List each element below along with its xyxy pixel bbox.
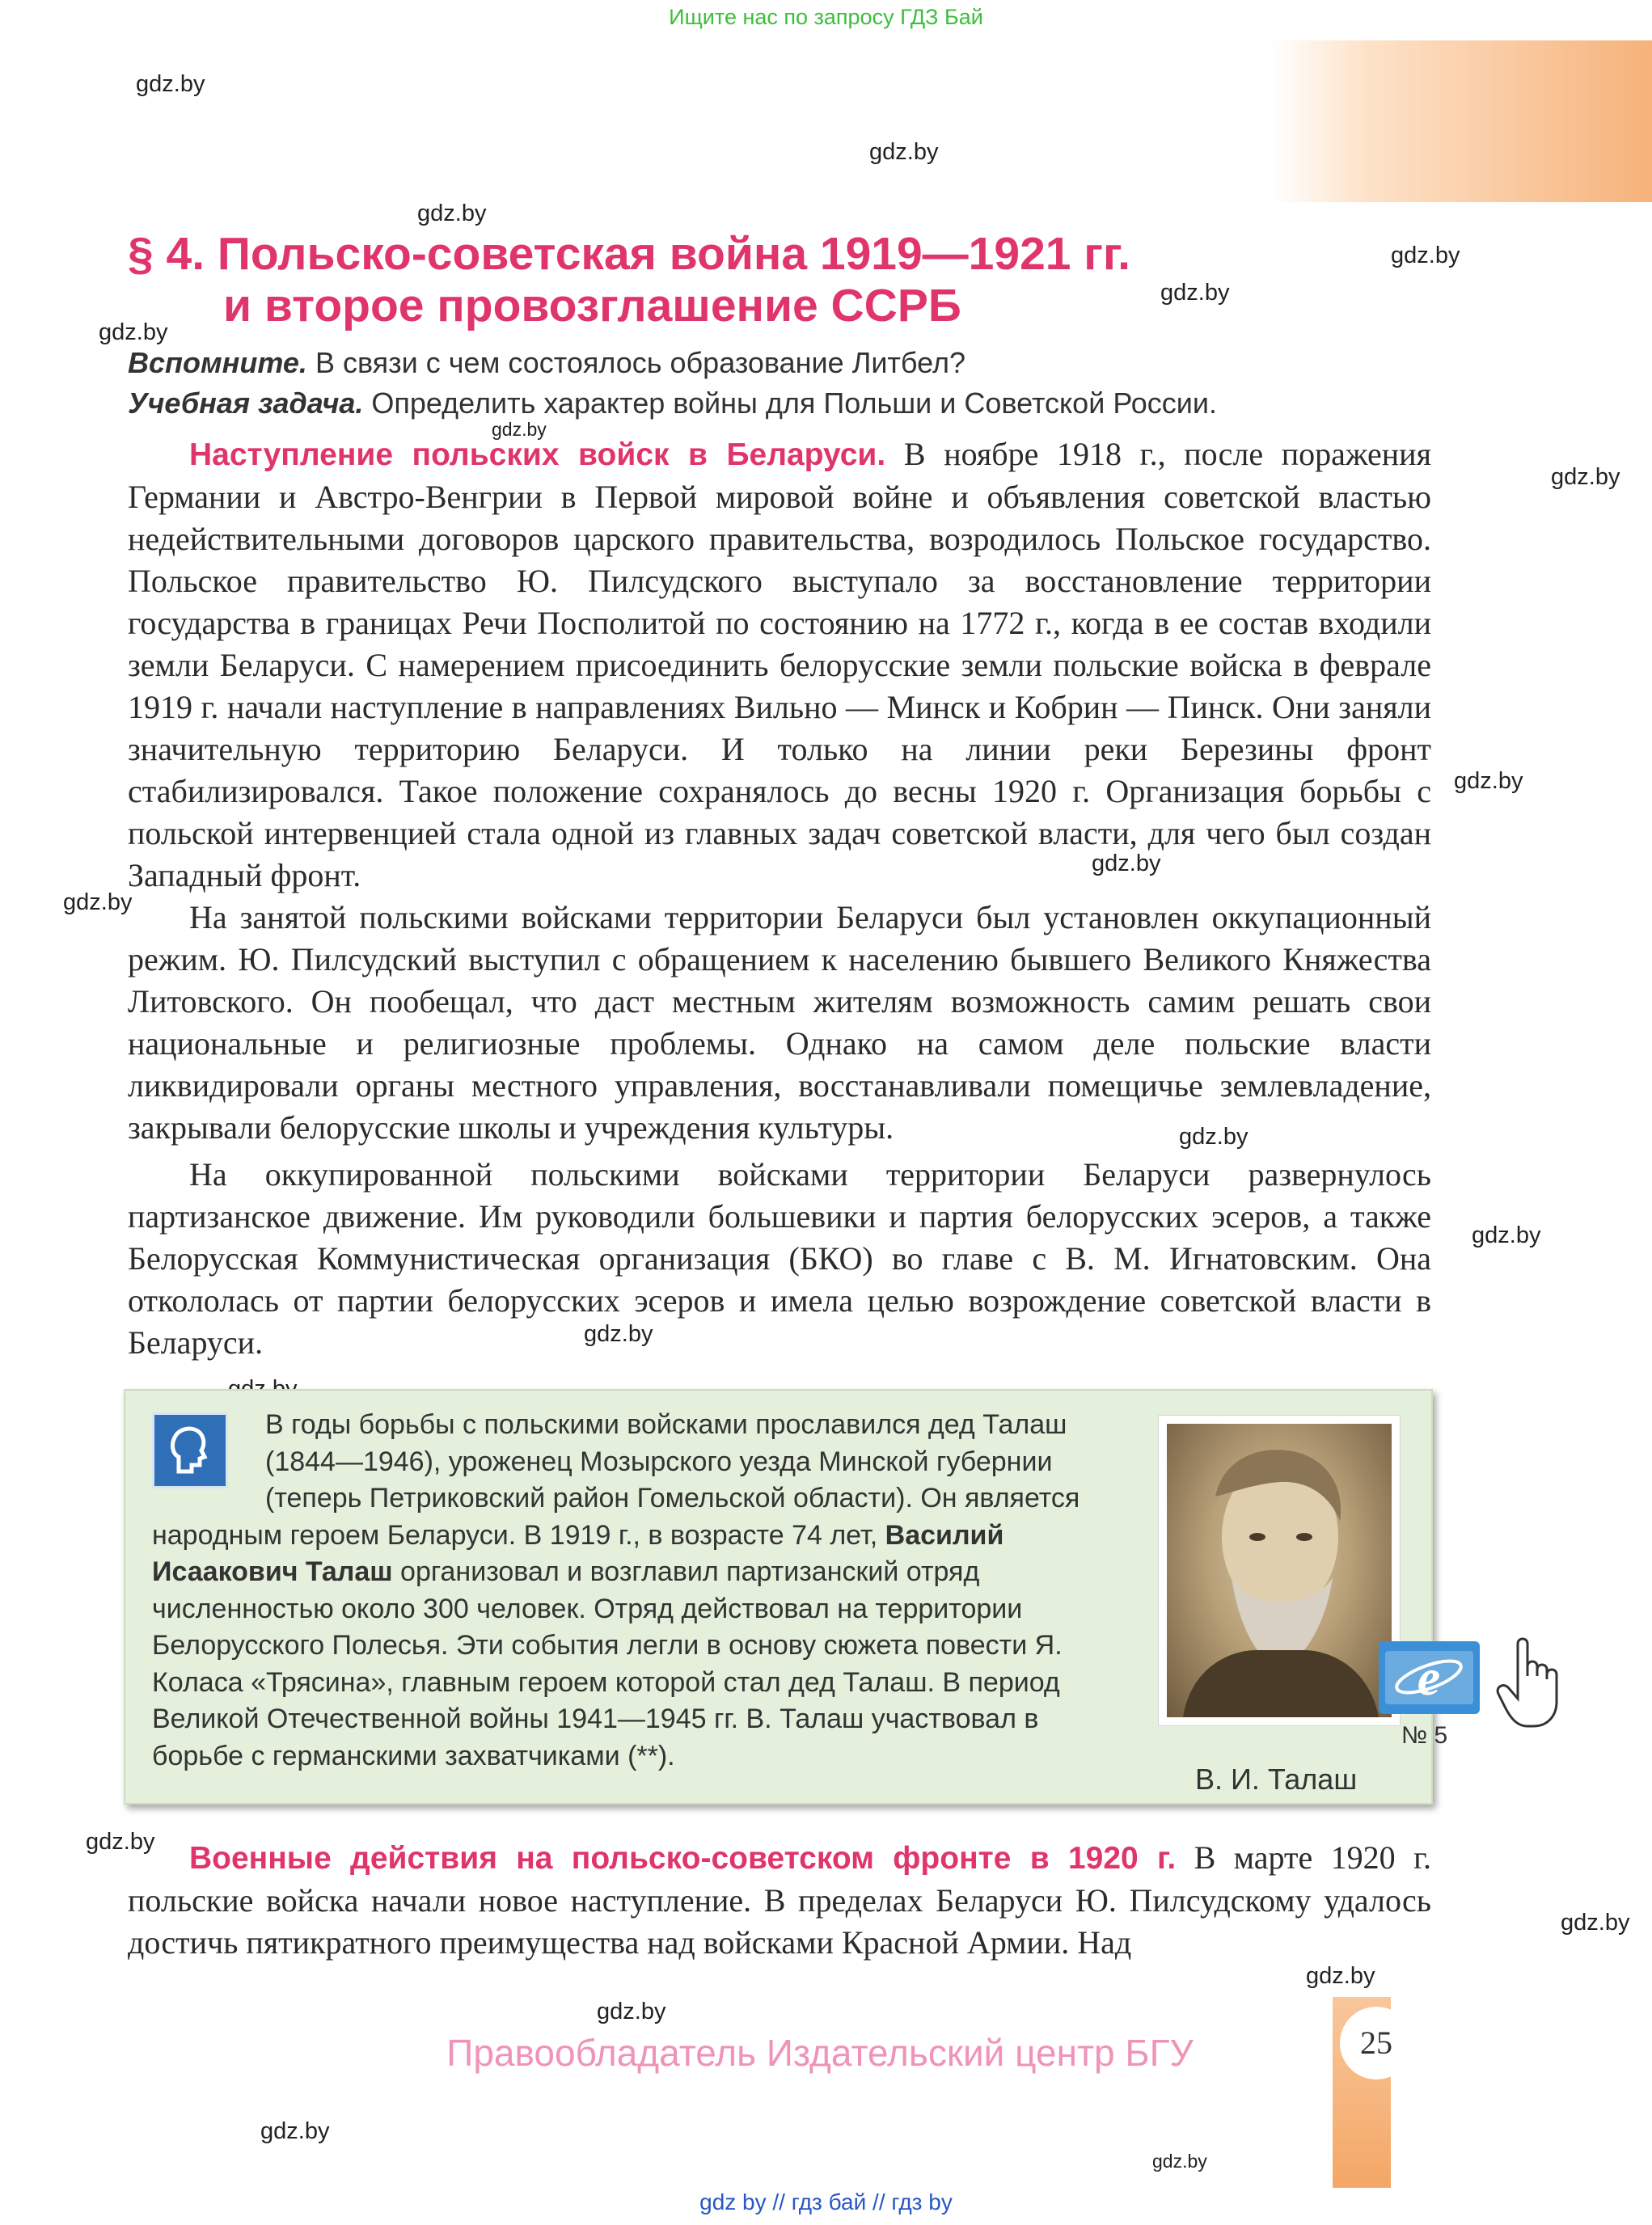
pointer-hand-icon (1492, 1629, 1573, 1730)
title-line-1: § 4. Польско-советская война 1919—1921 гг. (128, 228, 1130, 280)
info-box-text-part-1: В годы борьбы с польскими войсками прославился дед Талаш (1844—1946), уроженец Мозырского уезда Минской губернии (теперь Петриковский район Гомельской области). Он является народным героем Беларуси. В 1919 г., в возрасте 74 лет, (152, 1409, 1080, 1551)
paragraph-text: В марте 1920 г. польские войска начали новое наступление. В пределах Беларуси Ю. Пилсудскому удалось достичь пятикратного преимущества над войсками Красной Армии. Над (128, 1839, 1432, 1961)
watermark: gdz.by (260, 2118, 330, 2144)
section-1-heading: Наступление польских войск в Беларуси. (189, 437, 886, 472)
watermark: gdz.by (1306, 1963, 1375, 1989)
ebook-number: № 5 (1401, 1722, 1448, 1749)
footer-links[interactable]: gdz by // гдз бай // гдз by (699, 2189, 953, 2214)
page-title (128, 228, 1195, 331)
top-banner[interactable]: Ищите нас по запросу ГДЗ Бай (669, 5, 983, 29)
remember-label: Вспомните. (128, 346, 307, 379)
portrait-caption: В. И. Талаш (1195, 1763, 1358, 1796)
title-line-2: и второе провозглашение ССРБ (223, 280, 961, 331)
section-2-heading: Военные действия на польско-советском фронте в 1920 г. (189, 1841, 1177, 1876)
watermark: gdz.by (1391, 243, 1460, 268)
watermark: gdz.by (1179, 1124, 1249, 1150)
page-number: 25 (1340, 2007, 1413, 2079)
remember-line (128, 343, 1438, 383)
watermark: gdz.by (417, 201, 487, 226)
paragraph-text: В ноябре 1918 г., после поражения Германии и Австро-Венгрии в Первой мировой войне и объявления советской властью недействительными договоров царского правительства, возродилось Польское государство. Польское правительство Ю. Пилсудского выступало за восстановление территории государства в границах Речи Посполитой по состоянию на 1772 г., когда в ее состав входили земли Беларуси. С намерением присоединить белорусские земли польские войска в феврале 1919 г. начали наступление в направлениях Вильно — Минск и Кобрин — Пинск. Они заняли значительную территорию Беларуси. И только на линии реки Березины фронт стабилизировался. Такое положение сохранялось до весны 1920 г. Организация борьбы с польской интервенцией стала одной из главных задач советской власти, для чего был создан Западный фронт. (128, 436, 1431, 893)
info-box-text (152, 1407, 1114, 1775)
section-1-paragraph-1 (128, 433, 1431, 897)
watermark: gdz.by (86, 1829, 155, 1855)
watermark: gdz.by (492, 419, 547, 440)
portrait-photo (1167, 1424, 1392, 1717)
section-2-paragraph-1 (128, 1837, 1431, 1964)
copyright-footer: Правообладатель Издательский центр БГУ (446, 2032, 1194, 2074)
section-1-paragraph-2: На занятой польскими войсками территории Беларуси был установлен оккупационный режим. Ю. Пилсудский выступил с обращением к населению бывшего Великого Княжества Литовского. Он пообещал, что даст местным жителям возможность самим решать свои национальные и религиозные проблемы. Однако на самом деле польские власти ликвидировали органы местного управления, восстанавливали помещичье землевладение, закрывали белорусские школы и учреждения культуры. (128, 899, 1431, 1146)
section-2 (128, 1837, 1431, 1964)
watermark: gdz.by (1152, 2151, 1207, 2172)
task-line (128, 383, 1438, 424)
watermark: gdz.by (597, 1999, 666, 2024)
section-1-paragraph-3: На оккупированной польскими войсками территории Беларуси развернулось партизанское движение. Им руководили большевики и партия белорусских эсеров, а также Белорусская Коммунистическая организация (БКО) во главе с В. М. Игнатовским. Она откололась от партии белорусских эсеров и имела целью возрождение советской власти в Беларуси. (128, 1156, 1431, 1361)
svg-text:e: e (1417, 1649, 1441, 1706)
remember-text: В связи с чем состоялось образование Литбел? (306, 346, 965, 379)
watermark: gdz.by (584, 1321, 653, 1347)
watermark: gdz.by (1551, 464, 1620, 490)
watermark: gdz.by (1454, 768, 1523, 794)
watermark: gdz.by (136, 71, 205, 97)
watermark: gdz.by (99, 319, 168, 345)
watermark: gdz.by (869, 139, 939, 165)
watermark: gdz.by (1092, 851, 1161, 876)
icon-spacer (152, 1407, 265, 1517)
task-text: Определить характер войны для Польши и Советской России. (363, 386, 1217, 420)
corner-decoration-top (1272, 40, 1652, 202)
info-box-text-part-2: организовал и возглавил партизанский отряд численностью около 300 человек. Отряд действовал на территории Белорусского Полесья. Эти события легли в основу сюжета повести Я. Коласа «Трясина», главным героем которой стал дед Талаш. В период Великой Отечественной войны 1941—1945 гг. В. Талаш участвовал в борьбе с германскими захватчиками (**). (152, 1556, 1063, 1771)
watermark: gdz.by (1561, 1910, 1630, 1936)
section-1 (128, 433, 1431, 1364)
talash-name: Василий Исаакович Талаш (152, 1519, 1004, 1587)
watermark: gdz.by (1160, 280, 1230, 306)
intro (128, 343, 1438, 424)
ebook-icon[interactable] (1379, 1641, 1480, 1714)
portrait-image (1158, 1415, 1401, 1726)
watermark: gdz.by (1472, 1222, 1541, 1248)
task-label: Учебная задача. (128, 386, 364, 420)
watermark: gdz.by (63, 889, 133, 915)
